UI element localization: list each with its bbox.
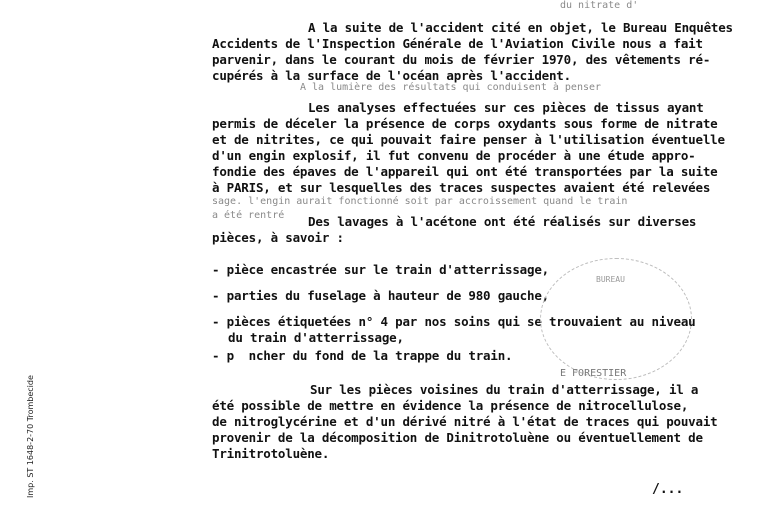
paragraph4-line: Trinitrotoluène.: [212, 446, 330, 461]
paragraph2-line: Les analyses effectuées sur ces pièces de tissus ayant: [308, 100, 704, 115]
paragraph1-line: Accidents de l'Inspection Générale de l'Aviation Civile nous a fait: [212, 36, 703, 51]
paragraph2-line: permis de déceler la présence de corps oxydants sous forme de nitrate: [212, 116, 718, 131]
ghost-text-mid3: a été rentré: [212, 210, 285, 221]
ghost-text-mid2: sage. l'engin aurait fonctionné soit par accroissement quand le train: [212, 196, 628, 207]
list-item: - parties du fuselage à hauteur de 980 gauche,: [212, 288, 549, 303]
list-item: - p ncher du fond de la trappe du train.: [212, 348, 513, 363]
list-item: - pièce encastrée sur le train d'atterrissage,: [212, 262, 549, 277]
paragraph1-line: A la suite de l'accident cité en objet, le Bureau Enquêtes: [308, 20, 733, 35]
paragraph4-line: Sur les pièces voisines du train d'atterrissage, il a: [310, 382, 699, 397]
continuation-mark: /...: [652, 482, 684, 497]
printer-side-note: Imp. ST 1648-2-70 Trombecide: [26, 375, 35, 498]
list-item-continuation: du train d'atterrissage,: [228, 330, 404, 345]
paragraph4-line: provenir de la décomposition de Dinitrotoluène ou éventuellement de: [212, 430, 703, 445]
paragraph2-line: et de nitrites, ce qui pouvait faire penser à l'utilisation éventuelle: [212, 132, 725, 147]
ghost-text-top: du nitrate d': [560, 0, 639, 11]
paragraph4-line: de nitroglycérine et d'un dérivé nitré à l'état de traces qui pouvait: [212, 414, 718, 429]
list-item: - pièces étiquetées n° 4 par nos soins qui se trouvaient au niveau: [212, 314, 696, 329]
paragraph2-line: d'un engin explosif, il fut convenu de procéder à une étude appro-: [212, 148, 696, 163]
paragraph4-line: été possible de mettre en évidence la présence de nitrocellulose,: [212, 398, 689, 413]
paragraph3-line: pièces, à savoir :: [212, 230, 344, 245]
paragraph1-line: cupérés à la surface de l'océan après l'accident.: [212, 68, 571, 83]
paragraph3-line: Des lavages à l'acétone ont été réalisés sur diverses: [308, 214, 697, 229]
paragraph2-line: à PARIS, et sur lesquelles des traces suspectes avaient été relevées: [212, 180, 711, 195]
stamp-small-text: BUREAU: [596, 275, 625, 284]
ghost-text-mid1: A la lumière des résultats qui conduisent à penser: [300, 82, 602, 93]
paragraph1-line: parvenir, dans le courant du mois de février 1970, des vêtements ré-: [212, 52, 711, 67]
paragraph2-line: fondie des épaves de l'appareil qui ont été transportées par la suite: [212, 164, 718, 179]
stamp-text: E FORESTIER: [560, 368, 627, 379]
